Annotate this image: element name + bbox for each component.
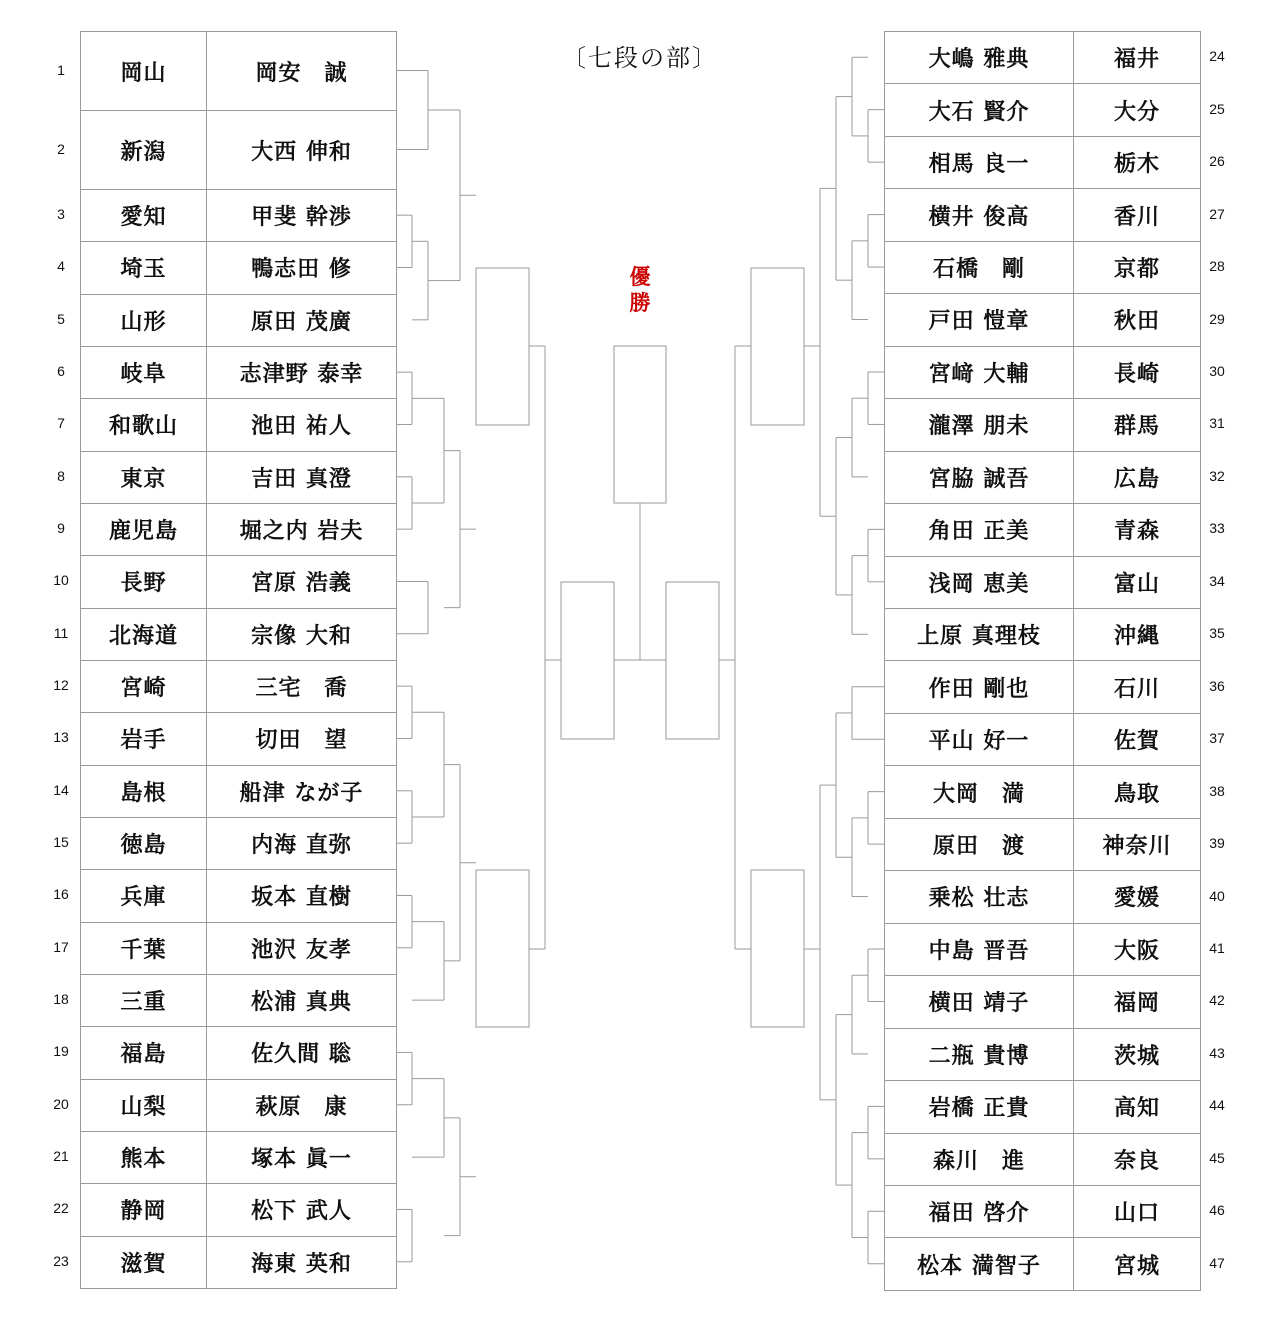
entry-row [885,1081,1201,1133]
entry-row [885,504,1201,556]
prefecture-cell: 和歌山 [81,399,207,451]
prefecture-cell: 高知 [1074,1081,1201,1133]
page-title: 〔七段の部〕 [562,44,718,72]
seed-number: 3 [57,206,65,223]
prefecture-cell: 秋田 [1074,294,1201,346]
seed-number: 31 [1209,415,1225,432]
right-entry-table [884,31,1201,1291]
prefecture-cell: 徳島 [81,817,207,869]
prefecture-cell: 新潟 [81,111,207,190]
winner-label: 優勝 [629,265,651,315]
player-name-cell: 大石 賢介 [885,84,1074,136]
prefecture-cell: 山梨 [81,1079,207,1131]
prefecture-cell: 佐賀 [1074,713,1201,765]
prefecture-cell: 熊本 [81,1131,207,1183]
entry-row [81,660,397,712]
seed-number: 45 [1209,1149,1225,1166]
seed-number: 8 [57,467,65,484]
prefecture-cell: 福岡 [1074,976,1201,1028]
entry-row [885,1238,1201,1290]
seed-number: 2 [57,140,65,157]
prefecture-cell: 鹿児島 [81,503,207,555]
entry-row [885,556,1201,608]
prefecture-cell: 山形 [81,294,207,346]
entry-row [81,111,397,190]
entry-row [81,817,397,869]
prefecture-cell: 石川 [1074,661,1201,713]
prefecture-cell: 香川 [1074,189,1201,241]
player-name-cell: 瀧澤 朋未 [885,399,1074,451]
seed-number: 22 [53,1200,69,1217]
prefecture-cell: 茨城 [1074,1028,1201,1080]
player-name-cell: 三宅 喬 [207,660,397,712]
match-box [666,582,719,739]
prefecture-cell: 富山 [1074,556,1201,608]
prefecture-cell: 長崎 [1074,346,1201,398]
entry-row [81,608,397,660]
seed-number: 1 [57,61,65,78]
player-name-cell: 松本 満智子 [885,1238,1074,1290]
entry-row [885,241,1201,293]
entry-row [81,1131,397,1183]
seed-number: 10 [53,572,69,589]
entry-row [81,922,397,974]
seed-number: 38 [1209,782,1225,799]
player-name-cell: 池沢 友孝 [207,922,397,974]
seed-number: 24 [1209,48,1225,65]
entry-row [885,608,1201,660]
player-name-cell: 大嶋 雅典 [885,32,1074,84]
player-name-cell: 原田 渡 [885,818,1074,870]
entry-row [81,765,397,817]
prefecture-cell: 大分 [1074,84,1201,136]
match-box [476,268,529,425]
player-name-cell: 船津 なが子 [207,765,397,817]
prefecture-cell: 山口 [1074,1185,1201,1237]
prefecture-cell: 長野 [81,556,207,608]
player-name-cell: 宗像 大和 [207,608,397,660]
player-name-cell: 松下 武人 [207,1184,397,1236]
player-name-cell: 石橋 剛 [885,241,1074,293]
entry-row [885,661,1201,713]
player-name-cell: 堀之内 岩夫 [207,503,397,555]
entry-row [81,242,397,294]
prefecture-cell: 京都 [1074,241,1201,293]
seed-number: 42 [1209,992,1225,1009]
prefecture-cell: 沖縄 [1074,608,1201,660]
match-box [614,346,666,503]
prefecture-cell: 千葉 [81,922,207,974]
entry-row [81,713,397,765]
prefecture-cell: 栃木 [1074,136,1201,188]
player-name-cell: 戸田 愷章 [885,294,1074,346]
player-name-cell: 中島 晋吾 [885,923,1074,975]
player-name-cell: 岩橋 正貴 [885,1081,1074,1133]
prefecture-cell: 愛知 [81,190,207,242]
entry-row [81,556,397,608]
entry-row [885,451,1201,503]
seed-number: 11 [53,624,69,641]
entry-row [885,818,1201,870]
prefecture-cell: 宮崎 [81,660,207,712]
entry-row [81,1236,397,1288]
entry-row [885,1133,1201,1185]
player-name-cell: 松浦 真典 [207,974,397,1026]
match-box [476,870,529,1027]
seed-number: 25 [1209,100,1225,117]
seed-number: 35 [1209,625,1225,642]
player-name-cell: 福田 啓介 [885,1185,1074,1237]
match-box [751,268,804,425]
seed-number: 16 [53,886,69,903]
prefecture-cell: 静岡 [81,1184,207,1236]
entry-row [81,294,397,346]
entry-row [885,1028,1201,1080]
seed-number: 17 [53,938,69,955]
player-name-cell: 森川 進 [885,1133,1074,1185]
entry-row [81,870,397,922]
prefecture-cell: 岡山 [81,32,207,111]
player-name-cell: 萩原 康 [207,1079,397,1131]
seed-number: 37 [1209,730,1225,747]
prefecture-cell: 埼玉 [81,242,207,294]
seed-number: 33 [1209,520,1225,537]
prefecture-cell: 広島 [1074,451,1201,503]
player-name-cell: 角田 正美 [885,504,1074,556]
prefecture-cell: 宮城 [1074,1238,1201,1290]
prefecture-cell: 神奈川 [1074,818,1201,870]
seed-number: 26 [1209,153,1225,170]
player-name-cell: 甲斐 幹渉 [207,190,397,242]
prefecture-cell: 福島 [81,1027,207,1079]
player-name-cell: 切田 望 [207,713,397,765]
player-name-cell: 池田 祐人 [207,399,397,451]
entry-row [81,1027,397,1079]
prefecture-cell: 奈良 [1074,1133,1201,1185]
seed-number: 4 [57,258,65,275]
entry-row [81,1079,397,1131]
entry-row [885,84,1201,136]
seed-number: 9 [57,520,65,537]
entry-row [81,451,397,503]
entry-row [885,346,1201,398]
entry-row [885,294,1201,346]
player-name-cell: 鴨志田 修 [207,242,397,294]
entry-row [81,1184,397,1236]
seed-number: 19 [53,1043,69,1060]
seed-number: 18 [53,991,69,1008]
seed-number: 30 [1209,362,1225,379]
player-name-cell: 作田 剛也 [885,661,1074,713]
player-name-cell: 平山 好一 [885,713,1074,765]
player-name-cell: 横井 俊高 [885,189,1074,241]
entry-row [81,346,397,398]
seed-number: 6 [57,363,65,380]
player-name-cell: 佐久間 聡 [207,1027,397,1079]
entry-row [81,399,397,451]
prefecture-cell: 三重 [81,974,207,1026]
entry-row [885,871,1201,923]
prefecture-cell: 大阪 [1074,923,1201,975]
player-name-cell: 浅岡 恵美 [885,556,1074,608]
entry-row [885,399,1201,451]
seed-number: 7 [57,415,65,432]
entry-row [885,923,1201,975]
player-name-cell: 宮﨑 大輔 [885,346,1074,398]
match-box [561,582,614,739]
entry-row [885,713,1201,765]
prefecture-cell: 鳥取 [1074,766,1201,818]
seed-number: 43 [1209,1044,1225,1061]
prefecture-cell: 群馬 [1074,399,1201,451]
left-entry-table [80,31,397,1289]
entry-row [885,32,1201,84]
seed-number: 14 [53,781,69,798]
seed-number: 13 [53,729,69,746]
player-name-cell: 大西 伸和 [207,111,397,190]
seed-number: 28 [1209,258,1225,275]
seed-number: 47 [1209,1254,1225,1271]
prefecture-cell: 岩手 [81,713,207,765]
player-name-cell: 二瓶 貴博 [885,1028,1074,1080]
seed-number: 39 [1209,835,1225,852]
seed-number: 41 [1209,940,1225,957]
prefecture-cell: 東京 [81,451,207,503]
player-name-cell: 宮脇 誠吾 [885,451,1074,503]
prefecture-cell: 北海道 [81,608,207,660]
seed-number: 34 [1209,572,1225,589]
entry-row [81,190,397,242]
seed-number: 40 [1209,887,1225,904]
prefecture-cell: 岐阜 [81,346,207,398]
prefecture-cell: 島根 [81,765,207,817]
match-box [751,870,804,1027]
prefecture-cell: 青森 [1074,504,1201,556]
seed-number: 29 [1209,310,1225,327]
seed-number: 32 [1209,467,1225,484]
entry-row [885,766,1201,818]
player-name-cell: 相馬 良一 [885,136,1074,188]
player-name-cell: 原田 茂廣 [207,294,397,346]
player-name-cell: 宮原 浩義 [207,556,397,608]
seed-number: 44 [1209,1097,1225,1114]
seed-number: 46 [1209,1202,1225,1219]
player-name-cell: 坂本 直樹 [207,870,397,922]
player-name-cell: 岡安 誠 [207,32,397,111]
player-name-cell: 乗松 壮志 [885,871,1074,923]
prefecture-cell: 愛媛 [1074,871,1201,923]
entry-row [81,974,397,1026]
seed-number: 15 [53,834,69,851]
player-name-cell: 吉田 真澄 [207,451,397,503]
seed-number: 23 [53,1252,69,1269]
player-name-cell: 志津野 泰幸 [207,346,397,398]
seed-number: 21 [53,1148,69,1165]
seed-number: 5 [57,310,65,327]
entry-row [885,189,1201,241]
entry-row [885,1185,1201,1237]
seed-number: 36 [1209,677,1225,694]
player-name-cell: 塚本 眞一 [207,1131,397,1183]
seed-number: 27 [1209,205,1225,222]
player-name-cell: 横田 靖子 [885,976,1074,1028]
entry-row [885,976,1201,1028]
seed-number: 12 [53,677,69,694]
prefecture-cell: 福井 [1074,32,1201,84]
player-name-cell: 海東 英和 [207,1236,397,1288]
entry-row [885,136,1201,188]
player-name-cell: 内海 直弥 [207,817,397,869]
player-name-cell: 上原 真理枝 [885,608,1074,660]
player-name-cell: 大岡 満 [885,766,1074,818]
entry-row [81,503,397,555]
entry-row [81,32,397,111]
prefecture-cell: 兵庫 [81,870,207,922]
prefecture-cell: 滋賀 [81,1236,207,1288]
seed-number: 20 [53,1095,69,1112]
